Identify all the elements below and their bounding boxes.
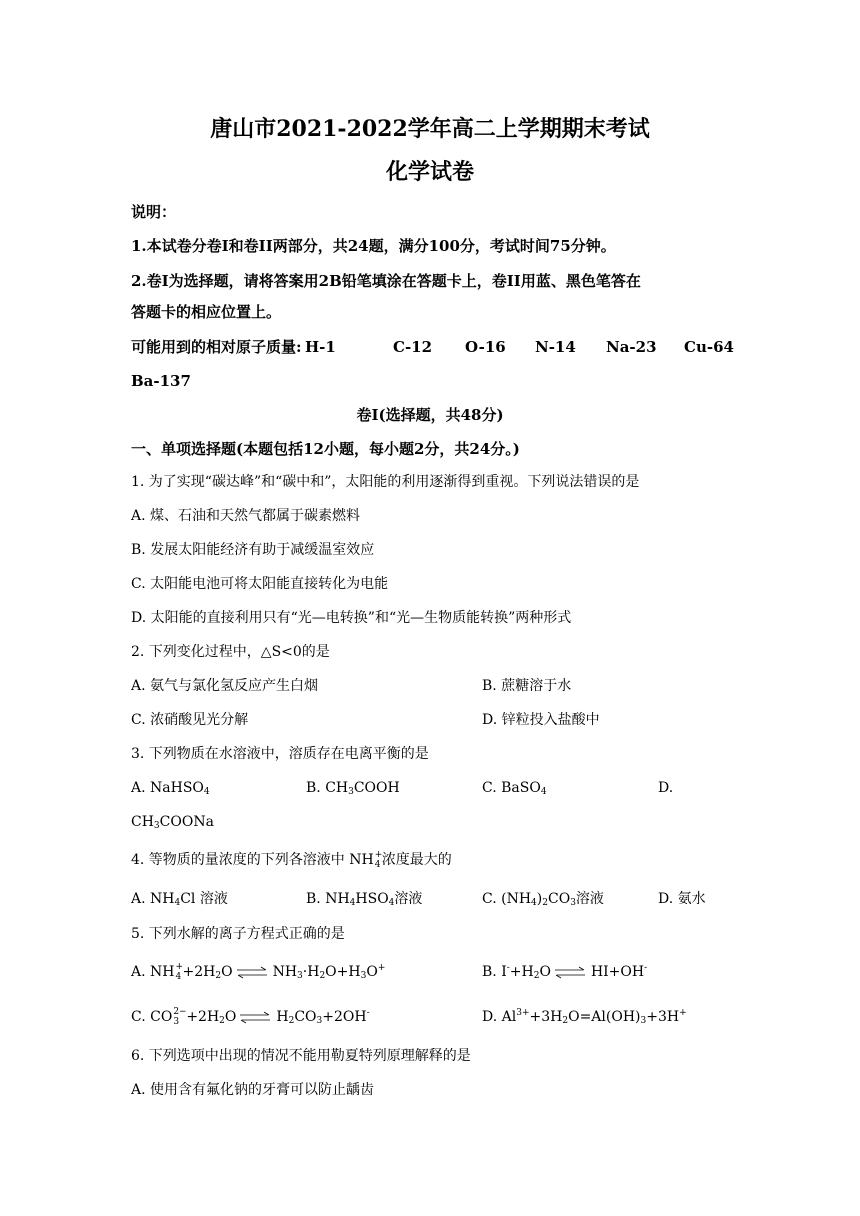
question-2-option-d: D. 锌粒投入盐酸中 <box>482 712 600 728</box>
question-3-option-c: C. BaSO$_4$ <box>482 780 547 797</box>
atomic-mass-cu: Cu-64 <box>684 338 734 356</box>
part-1-heading: 一、单项选择题(本题包括12小题，每小题2分，共24分。) <box>131 440 520 458</box>
question-3-stem: 3. 下列物质在水溶液中，溶质存在电离平衡的是 <box>131 746 429 762</box>
question-1-option-b: B. 发展太阳能经济有助于减缓温室效应 <box>131 542 375 558</box>
question-5-option-d: D. $Al^{3+}+3H_2O=Al(OH)_3+3H^+$ <box>482 1008 687 1026</box>
atomic-mass-na: Na-23 <box>606 338 657 356</box>
question-5-option-b: B. $I^-+H_2O$ HI+OH- <box>482 963 648 981</box>
question-4-option-d: D. 氨水 <box>658 891 706 907</box>
section-title: 卷I(选择题，共48分) <box>356 406 504 424</box>
atomic-mass-label: 可能用到的相对原子质量: <box>131 338 302 356</box>
question-3-option-d: $CH_3COONa$ <box>131 814 214 831</box>
atomic-mass-o: O-16 <box>465 338 506 356</box>
atomic-mass-ba: Ba-137 <box>131 372 191 390</box>
equilibrium-arrow-icon <box>238 1007 272 1027</box>
question-5-stem: 5. 下列水解的离子方程式正确的是 <box>131 926 345 942</box>
atomic-mass-n: N-14 <box>535 338 576 356</box>
instruction-item-2-line-1: 2.卷I为选择题，请将答案用2B铅笔填涂在答题卡上，卷II用蓝、黑色笔答在 <box>131 272 641 290</box>
question-5-option-a: A. NH + 4 $+2H_2O$ $NH_3\cdot H_2O+H_3O^+$ <box>131 962 386 982</box>
instruction-item-1: 1.本试卷分卷I和卷II两部分，共24题，满分100分，考试时间75分钟。 <box>131 237 616 255</box>
question-6-option-a: A. 使用含有氟化钠的牙膏可以防止龋齿 <box>131 1082 375 1098</box>
question-5-option-c: C. CO 2− 3 $+2H_2O$ $H_2CO_3+2OH^-$ <box>131 1007 370 1027</box>
question-2-option-a: A. 氨气与氯化氢反应产生白烟 <box>131 678 319 694</box>
question-2-option-b: B. 蔗糖溶于水 <box>482 678 572 694</box>
question-2-option-c: C. 浓硝酸见光分解 <box>131 712 249 728</box>
question-4-option-a: A. $NH_4Cl$ 溶液 <box>131 891 228 908</box>
instructions-label: 说明： <box>131 203 177 221</box>
question-3-option-a: A. NaHSO$_4$ <box>131 780 210 797</box>
atomic-mass-c: C-12 <box>393 338 433 356</box>
question-2-stem: 2. 下列变化过程中，△S<0的是 <box>131 644 330 660</box>
exam-subtitle: 化学试卷 <box>385 159 474 185</box>
instruction-item-2-line-2: 答题卡的相应位置上。 <box>131 303 282 321</box>
question-1-option-a: A. 煤、石油和天然气都属于碳素燃料 <box>131 508 361 524</box>
question-1-stem: 1. 为了实现“碳达峰”和“碳中和”，太阳能的利用逐渐得到重视。下列说法错误的是 <box>131 474 640 490</box>
question-3-option-d-label: D. <box>658 780 674 796</box>
equilibrium-arrow-icon <box>553 962 587 982</box>
equilibrium-arrow-icon <box>235 962 269 982</box>
question-4-option-b: B. $NH_4HSO_4$溶液 <box>306 891 423 908</box>
atomic-mass-h: H-1 <box>305 338 336 356</box>
question-1-option-c: C. 太阳能电池可将太阳能直接转化为电能 <box>131 576 389 592</box>
question-6-stem: 6. 下列选项中出现的情况不能用勒夏特列原理解释的是 <box>131 1048 471 1064</box>
question-1-option-d: D. 太阳能的直接利用只有“光—电转换”和“光—生物质能转换”两种形式 <box>131 610 572 626</box>
question-3-option-b: B. $CH_3COOH$ <box>306 780 400 797</box>
question-4-option-c: C. $(NH_4)_2CO_3$溶液 <box>482 891 604 908</box>
question-4-stem: 4. 等物质的量浓度的下列各溶液中 NH + 4 浓度最大的 <box>131 850 452 870</box>
exam-title: 唐山市2021-2022学年高二上学期期末考试 <box>210 116 650 142</box>
